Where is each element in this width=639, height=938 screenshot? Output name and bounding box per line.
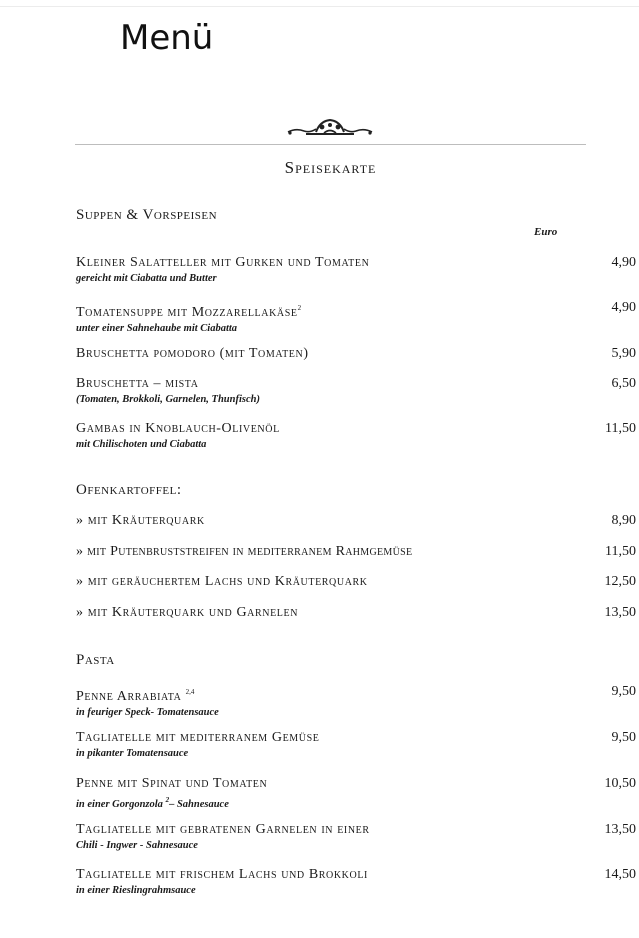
section-heading-ofenkartoffel: Ofenkartoffel: xyxy=(76,482,182,498)
menu-item xyxy=(76,345,636,363)
item-name: » mit geräuchertem Lachs und Kräuterquark xyxy=(76,574,368,589)
menu-item xyxy=(76,573,636,591)
item-name: Bruschetta – mista xyxy=(76,376,199,391)
item-price: 5,90 xyxy=(611,346,636,361)
item-name: Tomatensuppe mit Mozzarellakäse$^2$ xyxy=(76,304,302,320)
menu-card-title: Speisekarte xyxy=(284,158,377,177)
item-price: 12,50 xyxy=(604,574,636,589)
section-heading-pasta: Pasta xyxy=(76,652,115,668)
ornament-icon xyxy=(286,116,374,138)
item-name: Tagliatelle mit frischem Lachs und Brokkoli xyxy=(76,867,368,882)
item-description: Chili - Ingwer - Sahnesauce xyxy=(76,840,198,851)
menu-item xyxy=(76,729,636,761)
menu-item xyxy=(76,821,636,853)
item-name: Gambas in Knoblauch-Olivenöl xyxy=(76,421,280,436)
item-description: unter einer Sahnehaube mit Ciabatta xyxy=(76,323,238,334)
item-price: 9,50 xyxy=(611,730,636,745)
item-price: 11,50 xyxy=(605,544,636,559)
allergen-note: 2,4 xyxy=(185,688,195,696)
menu-item xyxy=(76,775,636,812)
item-name: Penne Arrabiata $^{2,4}$ xyxy=(76,688,195,704)
item-price: 6,50 xyxy=(611,376,636,391)
item-price: 14,50 xyxy=(604,867,636,882)
item-description: (Tomaten, Brokkoli, Garnelen, Thunfisch) xyxy=(76,394,260,405)
menu-item xyxy=(76,299,636,336)
menu-item xyxy=(76,420,636,452)
item-name: » mit Kräuterquark und Garnelen xyxy=(76,605,299,620)
section-heading-suppen: Suppen & Vorspeisen xyxy=(76,207,218,223)
item-description: in pikanter Tomatensauce xyxy=(76,748,189,759)
item-name: Tagliatelle mit mediterranem Gemüse xyxy=(76,730,320,745)
title-rule xyxy=(75,144,586,145)
allergen-note: 2 xyxy=(165,796,170,804)
item-price: 4,90 xyxy=(611,255,636,270)
item-description: in feuriger Speck- Tomatensauce xyxy=(76,707,219,718)
item-name: » mit Putenbruststreifen in mediterranem Rahmgemüse xyxy=(76,544,413,559)
menu-item xyxy=(76,543,636,561)
item-price: 9,50 xyxy=(611,684,636,699)
item-name: » mit Kräuterquark xyxy=(76,513,205,528)
item-name: Bruschetta pomodoro (mit Tomaten) xyxy=(76,346,309,361)
item-description: in einer Rieslingrahmsauce xyxy=(76,885,196,896)
item-price: 11,50 xyxy=(605,421,636,436)
item-price: 8,90 xyxy=(611,513,636,528)
item-name: Kleiner Salatteller mit Gurken und Tomaten xyxy=(76,255,370,270)
item-name: Penne mit Spinat und Tomaten xyxy=(76,776,268,791)
top-divider xyxy=(0,6,639,7)
item-price: 4,90 xyxy=(611,300,636,315)
page-title: Menü xyxy=(120,18,214,58)
item-description: in einer Gorgonzola $^2$– Sahnesauce xyxy=(76,796,229,810)
menu-item xyxy=(76,512,636,530)
item-description: gereicht mit Ciabatta und Butter xyxy=(76,273,217,284)
menu-item xyxy=(76,254,636,286)
menu-item xyxy=(76,375,636,407)
menu-item xyxy=(76,604,636,622)
item-price: 13,50 xyxy=(604,822,636,837)
menu-item xyxy=(76,866,636,898)
allergen-note: 2 xyxy=(297,304,302,312)
menu-item xyxy=(76,683,636,720)
item-price: 10,50 xyxy=(604,776,636,791)
currency-label: Euro xyxy=(534,226,558,238)
item-name: Tagliatelle mit gebratenen Garnelen in einer xyxy=(76,822,370,837)
item-price: 13,50 xyxy=(604,605,636,620)
item-description: mit Chilischoten und Ciabatta xyxy=(76,439,207,450)
